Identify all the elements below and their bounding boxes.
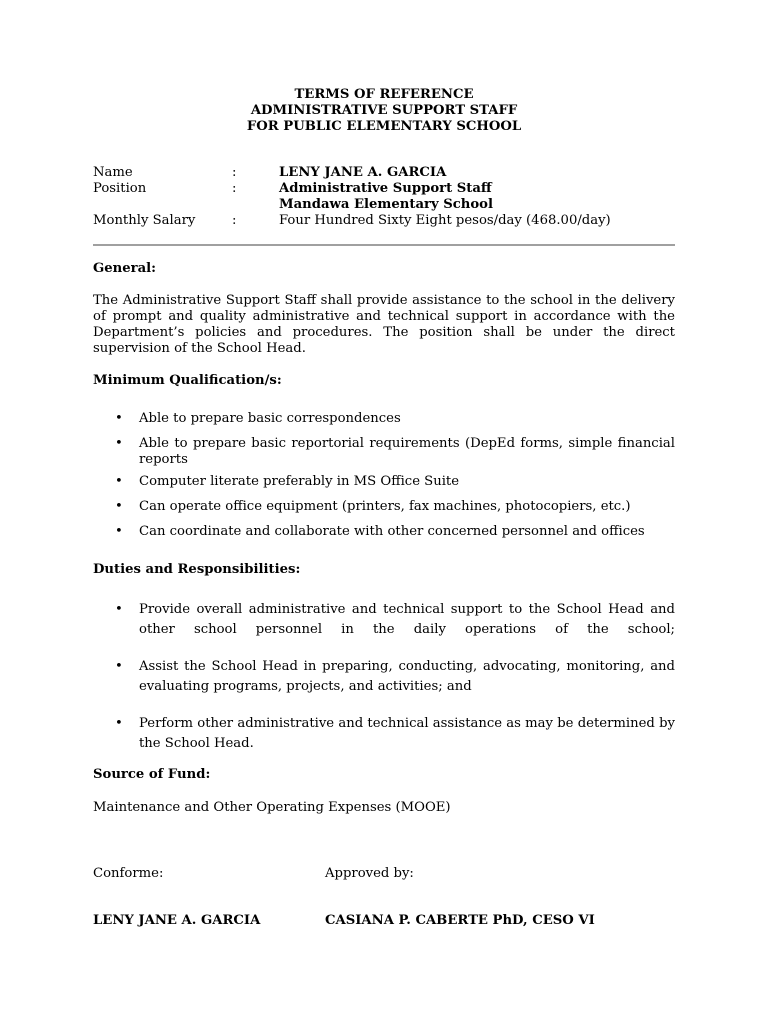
name-label: Name bbox=[93, 165, 133, 180]
position-value: Administrative Support Staff bbox=[279, 181, 492, 196]
approved-label: Approved by: bbox=[325, 866, 414, 881]
divider-line bbox=[93, 244, 675, 246]
qualification-item-4: • Can operate office equipment (printers, fax machines, photocopiers, etc.) bbox=[93, 499, 675, 515]
general-paragraph: The Administrative Support Staff shall provide assistance to the school in the delivery of prompt and quality administrative and technical support in accordance with the Department’s policies and procedures. The position shall be under the direct supervision of the School Head. bbox=[93, 293, 675, 356]
title-line-3: FOR PUBLIC ELEMENTARY SCHOOL bbox=[246, 119, 522, 134]
position-label: Position bbox=[93, 181, 147, 196]
qualification-item-3: • Computer literate preferably in MS Office Suite bbox=[93, 474, 675, 490]
name-value: LENY JANE A. GARCIA bbox=[279, 165, 447, 180]
salary-value: Four Hundred Sixty Eight pesos/day (468.00/day) bbox=[279, 213, 611, 228]
conforme-name: LENY JANE A. GARCIA bbox=[93, 913, 261, 928]
qualification-item-2: • Able to prepare basic reportorial requirements (DepEd forms, simple financial reports bbox=[93, 436, 755, 468]
general-heading: General: bbox=[93, 261, 157, 276]
salary-label: Monthly Salary bbox=[93, 213, 196, 228]
duties-list bbox=[93, 600, 675, 754]
title-line-2: ADMINISTRATIVE SUPPORT STAFF bbox=[250, 103, 518, 118]
qualification-item-5: • Can coordinate and collaborate with other concerned personnel and offices bbox=[93, 524, 675, 540]
qualification-item-1: • Able to prepare basic correspondences bbox=[93, 411, 675, 427]
position-school: Mandawa Elementary School bbox=[279, 197, 493, 212]
document-title bbox=[0, 87, 768, 135]
approved-name: CASIANA P. CABERTE PhD, CESO VI bbox=[325, 913, 595, 928]
duty-item-3: • Perform other administrative and technical assistance as may be determined by the School Head. bbox=[93, 714, 675, 754]
conforme-label: Conforme: bbox=[93, 866, 164, 881]
name-colon: : bbox=[232, 165, 237, 180]
fund-heading: Source of Fund: bbox=[93, 767, 211, 782]
qualifications-heading: Minimum Qualification/s: bbox=[93, 373, 282, 388]
fund-text: Maintenance and Other Operating Expenses (MOOE) bbox=[93, 800, 451, 815]
duties-heading: Duties and Responsibilities: bbox=[93, 562, 301, 577]
position-colon: : bbox=[232, 181, 237, 196]
duty-item-1: • Provide overall administrative and technical support to the School Head and other school personnel in the daily operations of the school; bbox=[93, 600, 675, 640]
salary-colon: : bbox=[232, 213, 237, 228]
duty-item-2: • Assist the School Head in preparing, conducting, advocating, monitoring, and evaluating programs, projects, and activities; and bbox=[93, 657, 675, 697]
title-line-1: TERMS OF REFERENCE bbox=[294, 87, 474, 102]
qualifications-list-continued bbox=[93, 436, 675, 540]
